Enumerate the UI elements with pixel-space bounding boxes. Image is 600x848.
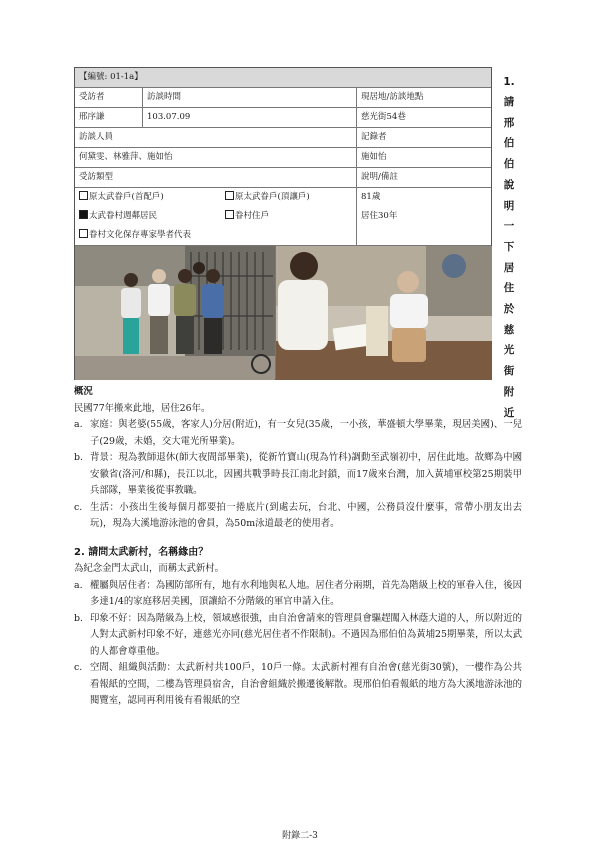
time-value: 103.07.09	[143, 108, 357, 127]
type-options	[75, 188, 357, 245]
title-char: 附	[503, 385, 515, 398]
note-header: 說明/備註	[361, 172, 398, 182]
type-option[interactable]	[225, 207, 269, 226]
overview-heading: 概況	[74, 386, 93, 397]
checkbox-icon[interactable]	[79, 229, 88, 238]
title-char: 邢	[503, 116, 515, 129]
item-text: 生活：小孩出生後每個月都要拍一捲底片(到處去玩，台北、中國，公務員沒什麼事，常帶小朋友出去玩)，現為大溪地游泳池的會員，為50m泳道最老的使用者。	[90, 501, 522, 529]
form-header-row-1	[75, 87, 491, 107]
time-header: 訪談時間	[143, 88, 357, 107]
interviewers-value: 何黛雯、林雅萍、施如怡	[75, 148, 357, 167]
item-label: c.	[74, 501, 83, 513]
recorder-value: 施如怡	[361, 152, 387, 162]
group-photo-image	[75, 246, 275, 380]
item-label: a.	[74, 419, 83, 430]
option-label: 眷村住戶	[235, 211, 270, 221]
title-char: 下	[503, 240, 515, 253]
form-code: 【編號: 01-1a】	[79, 72, 143, 82]
form-type-row	[75, 187, 491, 245]
title-char: 伯	[503, 158, 515, 171]
type-header: 受訪類型	[75, 168, 357, 187]
checkbox-checked-icon[interactable]	[79, 210, 88, 219]
type-option[interactable]	[79, 207, 225, 226]
list-item	[74, 450, 522, 500]
list-item	[74, 660, 522, 710]
option-label: 原太武眷戶(首配戶)	[89, 192, 164, 202]
form-header-row-2	[75, 127, 491, 147]
checkbox-icon[interactable]	[225, 191, 234, 200]
question-2-heading: 2. 請問太武新村，名稱緣由？	[74, 546, 209, 558]
interviewee-header: 受訪者	[75, 88, 143, 107]
overview-intro: 民國77年搬來此地，居住26年。	[74, 402, 211, 414]
interviewers-header: 訪談人員	[75, 128, 357, 147]
type-option[interactable]	[79, 226, 191, 245]
place-value: 慈光街54巷	[361, 112, 406, 122]
type-notes	[357, 188, 491, 245]
option-label: 原太武眷戶(頂讓戶)	[235, 192, 310, 202]
item-text: 家庭：與老婆(55歲，客家人)分居(附近)，有一女兒(35歲，一小孩，華盛頓大學畢業，現居美國)、一兒子(29歲，未婚，交大電光所畢業)。	[90, 419, 522, 447]
title-char: 請	[503, 96, 515, 108]
form-value-row-1	[75, 107, 491, 127]
form-code-row	[75, 68, 491, 87]
recorder-header: 記錄者	[361, 132, 387, 142]
question-number: 1.	[503, 76, 515, 88]
item-text: 空間、組織與活動：太武新村共100戶，10戶一條。太武新村裡有自治會(慈光街30號)，一樓作為公共看報紙的空間，二樓為管理員宿舍，自治會組織於搬遷後解散。現邢伯伯看報紙的地方為大溪地游泳池的閱覽室，認同再利用後有看報紙的空	[90, 662, 522, 706]
item-text: 權屬與居住者：為國防部所有，地有水利地與私人地。居住者分兩期，首先為階級上校的軍眷入住，後因多達1/4的家庭移居美國，頂讓給不分階級的軍官申請入住。	[90, 579, 522, 607]
option-label: 太武眷村週鄰居民	[89, 211, 158, 221]
item-label: b.	[74, 452, 83, 463]
checkbox-icon[interactable]	[225, 210, 234, 219]
list-item	[74, 417, 522, 450]
interview-photo	[276, 246, 492, 379]
form-value-row-2	[75, 147, 491, 167]
title-char: 一	[503, 220, 515, 233]
type-option[interactable]	[79, 188, 225, 207]
group-photo	[75, 246, 276, 379]
title-char: 街	[503, 365, 515, 378]
title-char: 居	[503, 261, 515, 274]
list-item	[74, 578, 522, 611]
form-photo-row	[75, 245, 491, 379]
list-item	[74, 611, 522, 661]
title-char: 近	[503, 406, 515, 419]
item-label: c.	[74, 662, 83, 673]
item-label: a.	[74, 579, 83, 591]
title-char: 明	[503, 199, 515, 212]
title-char: 說	[503, 178, 515, 191]
question-2-intro: 為紀念金門太武山，而稱太武新村。	[74, 563, 225, 574]
title-char: 伯	[503, 137, 515, 150]
title-char: 住	[503, 282, 515, 295]
type-option[interactable]	[225, 188, 310, 207]
checkbox-icon[interactable]	[79, 191, 88, 200]
item-text: 背景：現為教師退休(師大夜間部畢業)，從新竹寶山(現為竹科)調動至武嶺初中，居住此地。故鄉為中國安徽省(洛河/和縣)，長江以北，因國共戰爭時長江南北封鎖，而17歲來台灣，加入黃埔軍校第25期裝甲兵部隊，畢業後從事教職。	[90, 452, 522, 496]
item-label: b.	[74, 612, 83, 624]
item-text: 印象不好：因為階級為上校，領域感很強，由自治會請來的管理員會驅趕闖入林蔭大道的人，所以附近的人對太武新村印象不好，連慈光亦同(慈光居住者不作限制)。不過因為邢伯伯為黃埔25期畢業，所以太武的人都會尊重他。	[90, 612, 522, 657]
interview-form-table	[74, 67, 492, 380]
vertical-question-title	[499, 76, 519, 423]
option-label: 眷村文化保存專家學者代表	[89, 230, 192, 240]
document-body	[74, 384, 522, 710]
interviewee-value: 邢序謙	[75, 108, 143, 127]
title-char: 於	[503, 303, 515, 316]
title-char: 慈	[503, 323, 515, 336]
note-residence: 居住30年	[361, 211, 398, 221]
interview-photo-image	[276, 246, 492, 380]
place-header: 現居地/訪談地點	[361, 92, 424, 102]
form-header-row-3	[75, 167, 491, 187]
page-footer: 附錄二-3	[282, 831, 318, 841]
note-age: 81歲	[361, 192, 381, 202]
list-item	[74, 500, 522, 533]
title-char: 光	[503, 344, 515, 357]
vertical-title-text	[499, 92, 519, 423]
